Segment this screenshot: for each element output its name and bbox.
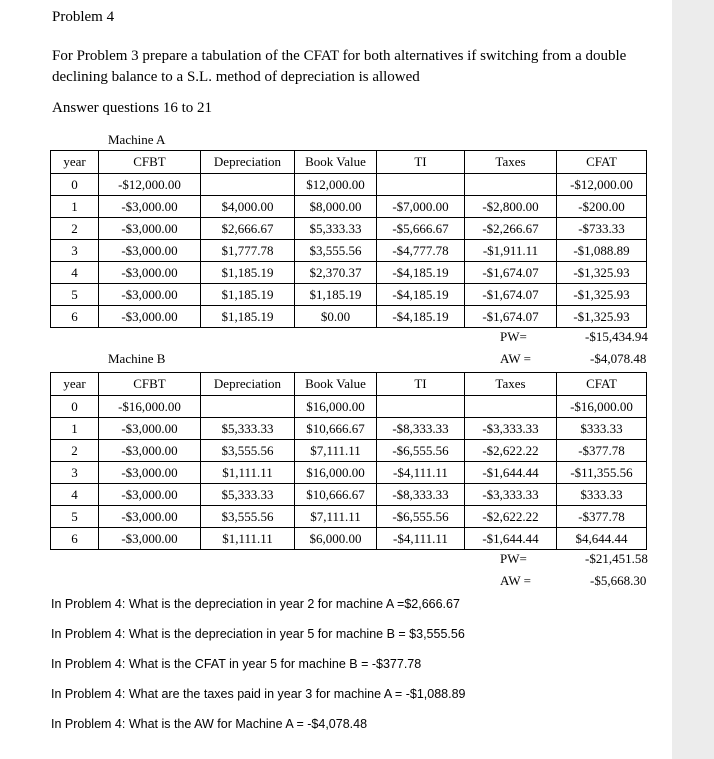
table-cell: -$16,000.00	[99, 396, 201, 418]
table-cell: -$7,000.00	[377, 196, 465, 218]
table-cell: 2	[51, 440, 99, 462]
table-cell: -$8,333.33	[377, 418, 465, 440]
table-cell: $4,644.44	[557, 528, 647, 550]
table-row	[51, 284, 647, 306]
table-cell: -$1,644.44	[465, 462, 557, 484]
table-row	[51, 240, 647, 262]
table-cell: -$4,777.78	[377, 240, 465, 262]
table-cell: $1,185.19	[295, 284, 377, 306]
machine-a-table	[50, 150, 647, 328]
table-cell: -$2,800.00	[465, 196, 557, 218]
table-cell: -$4,111.11	[377, 462, 465, 484]
table-cell: -$3,000.00	[99, 418, 201, 440]
table-cell: -$1,674.07	[465, 284, 557, 306]
table-cell: -$1,088.89	[557, 240, 647, 262]
table-cell: -$3,000.00	[99, 440, 201, 462]
table-cell: -$200.00	[557, 196, 647, 218]
table-cell: 3	[51, 462, 99, 484]
table-row	[51, 396, 647, 418]
table-header-row	[51, 373, 647, 396]
table-cell: 4	[51, 484, 99, 506]
table-cell: 6	[51, 528, 99, 550]
table-cell: $2,666.67	[201, 218, 295, 240]
table-cell: -$4,185.19	[377, 284, 465, 306]
table-cell: -$733.33	[557, 218, 647, 240]
table-cell: $5,333.33	[201, 484, 295, 506]
table-cell: $2,370.37	[295, 262, 377, 284]
table-cell: $0.00	[295, 306, 377, 328]
table-cell: -$3,000.00	[99, 196, 201, 218]
table-row	[51, 418, 647, 440]
machine-a-pw-label: PW=	[500, 329, 527, 344]
machine-a-label: Machine A	[108, 132, 166, 147]
table-cell: -$5,666.67	[377, 218, 465, 240]
column-header: CFBT	[99, 373, 201, 396]
column-header: TI	[377, 151, 465, 174]
column-header: TI	[377, 373, 465, 396]
table-cell: $1,185.19	[201, 306, 295, 328]
answer-prompt: Answer questions 16 to 21	[52, 100, 212, 116]
table-cell: 5	[51, 284, 99, 306]
table-cell: $1,185.19	[201, 262, 295, 284]
machine-b-label: Machine B	[108, 351, 166, 366]
column-header: CFAT	[557, 373, 647, 396]
table-cell: $8,000.00	[295, 196, 377, 218]
table-cell: -$12,000.00	[99, 174, 201, 196]
table-cell: 5	[51, 506, 99, 528]
table-row	[51, 528, 647, 550]
table-cell: -$1,644.44	[465, 528, 557, 550]
table-cell	[201, 396, 295, 418]
question-20: In Problem 4: What is the AW for Machine A = -$4,078.48	[51, 717, 368, 731]
table-cell: -$3,000.00	[99, 528, 201, 550]
table-cell: -$6,555.56	[377, 506, 465, 528]
machine-b-pw-label: PW=	[500, 551, 527, 566]
table-cell: -$12,000.00	[557, 174, 647, 196]
table-row	[51, 196, 647, 218]
table-cell: -$3,333.33	[465, 484, 557, 506]
table-row	[51, 218, 647, 240]
table-cell: -$6,555.56	[377, 440, 465, 462]
table-cell: $5,333.33	[295, 218, 377, 240]
machine-b-aw-label: AW =	[500, 573, 531, 588]
machine-a-aw-label: AW =	[500, 351, 531, 366]
table-cell	[201, 174, 295, 196]
table-cell: -$3,000.00	[99, 462, 201, 484]
table-cell: $10,666.67	[295, 418, 377, 440]
table-cell: -$16,000.00	[557, 396, 647, 418]
machine-b-pw-value: -$21,451.58	[585, 551, 648, 566]
column-header: year	[51, 373, 99, 396]
table-cell: $12,000.00	[295, 174, 377, 196]
table-cell: -$1,325.93	[557, 306, 647, 328]
table-cell: $3,555.56	[201, 440, 295, 462]
table-cell: -$1,325.93	[557, 284, 647, 306]
table-cell: $1,111.11	[201, 462, 295, 484]
table-cell: 1	[51, 196, 99, 218]
table-cell: -$2,266.67	[465, 218, 557, 240]
table-cell: $16,000.00	[295, 462, 377, 484]
table-cell: 3	[51, 240, 99, 262]
table-cell: -$1,674.07	[465, 262, 557, 284]
table-row	[51, 306, 647, 328]
table-row	[51, 484, 647, 506]
column-header: CFBT	[99, 151, 201, 174]
table-cell: -$3,000.00	[99, 218, 201, 240]
question-19: In Problem 4: What are the taxes paid in year 3 for machine A = -$1,088.89	[51, 687, 466, 701]
table-row	[51, 174, 647, 196]
table-row	[51, 462, 647, 484]
table-cell: 6	[51, 306, 99, 328]
table-cell: -$3,000.00	[99, 262, 201, 284]
table-cell: -$2,622.22	[465, 506, 557, 528]
column-header: year	[51, 151, 99, 174]
table-cell: $3,555.56	[201, 506, 295, 528]
table-cell: -$377.78	[557, 506, 647, 528]
table-cell: $4,000.00	[201, 196, 295, 218]
table-cell: $16,000.00	[295, 396, 377, 418]
machine-b-table	[50, 372, 647, 550]
table-row	[51, 506, 647, 528]
table-cell: 0	[51, 396, 99, 418]
table-cell: -$1,674.07	[465, 306, 557, 328]
table-cell: $3,555.56	[295, 240, 377, 262]
table-cell: -$1,911.11	[465, 240, 557, 262]
column-header: Book Value	[295, 373, 377, 396]
question-17: In Problem 4: What is the depreciation in year 5 for machine B = $3,555.56	[51, 627, 465, 641]
machine-b-aw-value: -$5,668.30	[590, 573, 647, 588]
table-cell: $1,777.78	[201, 240, 295, 262]
table-cell: -$11,355.56	[557, 462, 647, 484]
table-cell: -$3,000.00	[99, 306, 201, 328]
table-cell: $10,666.67	[295, 484, 377, 506]
table-cell: 1	[51, 418, 99, 440]
table-cell: -$3,000.00	[99, 506, 201, 528]
table-cell: -$4,185.19	[377, 306, 465, 328]
column-header: Depreciation	[201, 151, 295, 174]
column-header: CFAT	[557, 151, 647, 174]
right-panel	[672, 0, 714, 759]
table-cell: -$1,325.93	[557, 262, 647, 284]
table-row	[51, 440, 647, 462]
question-18: In Problem 4: What is the CFAT in year 5 for machine B = -$377.78	[51, 657, 422, 671]
table-cell: -$8,333.33	[377, 484, 465, 506]
table-cell: -$377.78	[557, 440, 647, 462]
table-cell: $333.33	[557, 418, 647, 440]
table-cell: $1,185.19	[201, 284, 295, 306]
table-cell: -$3,000.00	[99, 484, 201, 506]
table-row	[51, 262, 647, 284]
table-cell: $1,111.11	[201, 528, 295, 550]
table-cell	[465, 396, 557, 418]
column-header: Depreciation	[201, 373, 295, 396]
machine-a-pw-value: -$15,434.94	[585, 329, 648, 344]
table-cell: -$4,111.11	[377, 528, 465, 550]
column-header: Taxes	[465, 373, 557, 396]
problem-title: Problem 4	[52, 9, 115, 25]
table-cell: -$3,000.00	[99, 284, 201, 306]
table-cell: -$3,000.00	[99, 240, 201, 262]
table-cell: $5,333.33	[201, 418, 295, 440]
question-16: In Problem 4: What is the depreciation in year 2 for machine A =$2,666.67	[51, 597, 460, 611]
table-cell: $7,111.11	[295, 506, 377, 528]
machine-a-aw-value: -$4,078.48	[590, 351, 647, 366]
table-cell	[377, 174, 465, 196]
table-cell: 2	[51, 218, 99, 240]
table-cell: $7,111.11	[295, 440, 377, 462]
table-cell: -$2,622.22	[465, 440, 557, 462]
table-cell: $333.33	[557, 484, 647, 506]
table-cell	[377, 396, 465, 418]
table-cell: $6,000.00	[295, 528, 377, 550]
table-cell: 4	[51, 262, 99, 284]
column-header: Book Value	[295, 151, 377, 174]
table-header-row	[51, 151, 647, 174]
table-cell: -$4,185.19	[377, 262, 465, 284]
table-cell	[465, 174, 557, 196]
table-cell: 0	[51, 174, 99, 196]
table-cell: -$3,333.33	[465, 418, 557, 440]
problem-statement: For Problem 3 prepare a tabulation of the CFAT for both alternatives if switching from a double declining balance to a S.L. method of depreciation is allowed	[52, 48, 627, 85]
column-header: Taxes	[465, 151, 557, 174]
